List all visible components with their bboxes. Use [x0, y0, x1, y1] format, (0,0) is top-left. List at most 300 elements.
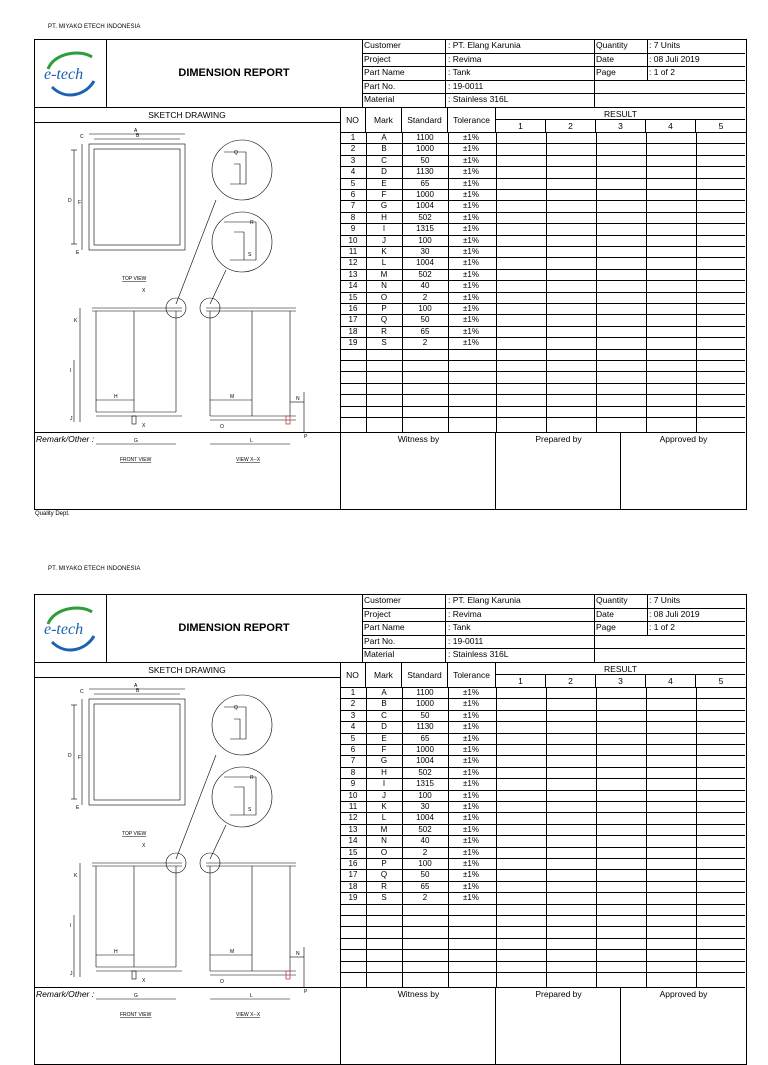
row-tolerance: ±1%: [463, 258, 479, 268]
row-no: 10: [348, 235, 358, 245]
row-standard: 40: [420, 281, 430, 291]
row-mark: F: [381, 745, 387, 754]
info-label: Part Name: [364, 622, 405, 633]
result-col-header: 3: [596, 675, 646, 688]
row-mark: M: [380, 824, 388, 834]
info-label: Quantity: [596, 40, 628, 50]
row-tolerance: ±1%: [463, 836, 479, 846]
grid-line: [546, 688, 547, 987]
row-mark: E: [381, 733, 387, 743]
row-no: 18: [348, 326, 358, 336]
row-standard: 1100: [416, 133, 434, 142]
svg-text:A: A: [134, 128, 138, 134]
row-tolerance: ±1%: [463, 745, 479, 754]
row-standard: 502: [418, 767, 432, 777]
row-tolerance: ±1%: [463, 688, 479, 697]
top-view-label: TOP VIEW: [122, 276, 147, 282]
row-mark: G: [380, 201, 388, 211]
grid-line: [402, 133, 403, 432]
row-no: 3: [350, 710, 356, 720]
table-row: [340, 361, 745, 372]
row-mark: D: [381, 167, 387, 177]
dimension-report-form: [34, 39, 747, 509]
row-standard: 50: [420, 315, 430, 325]
row-mark: E: [381, 178, 387, 188]
svg-text:F: F: [78, 755, 82, 761]
info-value: : Stainless 316L: [448, 94, 509, 105]
view-xx-label: VIEW X--X: [236, 457, 261, 463]
sketch-drawing-heading: SKETCH DRAWING: [34, 662, 341, 678]
row-mark: J: [382, 235, 386, 245]
row-no: 19: [348, 338, 358, 348]
row-tolerance: ±1%: [463, 167, 479, 177]
row-no: 17: [348, 315, 358, 325]
row-standard: 2: [422, 847, 428, 857]
svg-text:I: I: [70, 923, 72, 929]
info-value: : Tank: [448, 67, 471, 78]
row-no: 18: [348, 881, 358, 891]
svg-text:B: B: [136, 688, 140, 694]
grid-line: [366, 688, 367, 987]
info-row: [362, 53, 745, 68]
svg-text:S: S: [248, 252, 252, 258]
info-row: [362, 635, 745, 650]
info-label: Material: [364, 649, 395, 660]
info-label: Date: [596, 53, 614, 64]
row-tolerance: ±1%: [463, 790, 479, 800]
mark-header: Mark: [366, 107, 402, 133]
row-standard: 1000: [416, 745, 434, 754]
row-tolerance: ±1%: [463, 247, 479, 256]
row-tolerance: ±1%: [463, 315, 479, 325]
row-no: 8: [350, 212, 356, 222]
info-value: : Revima: [448, 608, 482, 619]
info-label: Part Name: [364, 67, 405, 78]
table-row: [340, 384, 745, 395]
row-standard: 1000: [416, 144, 434, 154]
row-mark: C: [381, 710, 387, 720]
info-value: : Tank: [448, 622, 471, 633]
row-mark: S: [381, 893, 387, 903]
table-row: [340, 893, 745, 904]
witness-box: [340, 433, 496, 509]
dimension-report-form: [34, 594, 747, 1064]
table-row: [340, 950, 745, 961]
row-tolerance: ±1%: [463, 235, 479, 245]
info-row: [362, 93, 745, 107]
prepared-label: Prepared by: [535, 989, 582, 999]
svg-text:R: R: [250, 775, 254, 781]
signature-section: [34, 432, 745, 509]
svg-text:O: O: [220, 979, 224, 985]
result-col-header: 1: [496, 120, 546, 133]
row-no: 12: [348, 813, 358, 823]
row-standard: 502: [418, 212, 432, 222]
etech-logo: [40, 47, 100, 99]
row-standard: 65: [420, 733, 430, 743]
row-mark: P: [381, 304, 387, 313]
grid-line: [402, 688, 403, 987]
row-mark: Q: [380, 315, 388, 325]
report-title: DIMENSION REPORT: [106, 594, 363, 662]
row-standard: 1000: [416, 190, 434, 199]
table-row: [340, 395, 745, 406]
table-row: [340, 407, 745, 418]
row-no: 9: [350, 224, 356, 234]
row-mark: M: [380, 269, 388, 279]
row-no: 11: [348, 247, 358, 256]
svg-text:A: A: [134, 683, 138, 689]
row-no: 10: [348, 790, 358, 800]
row-standard: 1315: [416, 224, 434, 234]
approved-box: [620, 433, 746, 509]
svg-text:O: O: [220, 424, 224, 430]
row-no: 14: [348, 836, 358, 846]
row-standard: 2: [422, 338, 428, 348]
row-mark: J: [382, 790, 386, 800]
report-title: DIMENSION REPORT: [106, 39, 363, 107]
prepared-label: Prepared by: [535, 434, 582, 444]
standard-header: Standard: [402, 662, 448, 688]
row-no: 11: [348, 802, 358, 811]
row-no: 8: [350, 767, 356, 777]
logo-cell: [34, 39, 107, 107]
svg-text:P: P: [304, 434, 308, 440]
table-row: [340, 905, 745, 916]
row-tolerance: ±1%: [463, 722, 479, 732]
remark-label: Remark/Other :: [36, 989, 95, 999]
row-tolerance: ±1%: [463, 779, 479, 789]
grid-line: [646, 688, 647, 987]
row-no: 16: [348, 859, 358, 868]
svg-text:E: E: [76, 805, 80, 811]
row-tolerance: ±1%: [463, 699, 479, 709]
result-col-header: 2: [546, 120, 596, 133]
row-tolerance: ±1%: [463, 813, 479, 823]
info-label: Material: [364, 94, 395, 105]
row-mark: N: [381, 836, 387, 846]
grid-line: [594, 39, 595, 107]
row-standard: 1130: [416, 722, 434, 732]
row-tolerance: ±1%: [463, 201, 479, 211]
info-value: : Stainless 316L: [448, 649, 509, 660]
row-no: 19: [348, 893, 358, 903]
grid-line: [445, 594, 446, 662]
row-mark: C: [381, 155, 387, 165]
company-name: PT. MIYAKO ETECH INDONESIA: [48, 566, 141, 572]
row-tolerance: ±1%: [463, 224, 479, 234]
info-grid: [362, 39, 745, 107]
row-standard: 30: [420, 802, 430, 811]
result-col-header: 4: [646, 675, 696, 688]
row-standard: 1004: [416, 756, 434, 766]
info-label: Customer: [364, 595, 401, 605]
grid-line: [596, 133, 597, 432]
prepared-box: [495, 433, 621, 509]
grid-line: [594, 594, 595, 662]
svg-text:G: G: [134, 993, 138, 999]
svg-text:J: J: [70, 416, 73, 422]
result-col-header: 5: [696, 675, 746, 688]
table-row: [340, 962, 745, 973]
sketch-drawing-heading: SKETCH DRAWING: [34, 107, 341, 123]
row-no: 15: [348, 292, 358, 302]
row-tolerance: ±1%: [463, 292, 479, 302]
row-no: 3: [350, 155, 356, 165]
row-no: 17: [348, 870, 358, 880]
row-no: 13: [348, 824, 358, 834]
info-row: [362, 608, 745, 623]
row-standard: 100: [418, 304, 432, 313]
info-value: : 1 of 2: [649, 622, 675, 633]
row-mark: N: [381, 281, 387, 291]
svg-text:P: P: [304, 989, 308, 995]
info-value: : 7 Units: [649, 595, 681, 605]
logo-cell: [34, 594, 107, 662]
section-marker: X: [142, 843, 146, 849]
row-standard: 50: [420, 155, 430, 165]
info-label: Part No.: [364, 635, 396, 646]
svg-text:Q: Q: [234, 150, 238, 156]
row-standard: 65: [420, 326, 430, 336]
row-tolerance: ±1%: [463, 767, 479, 777]
info-row: [362, 648, 745, 662]
row-no: 9: [350, 779, 356, 789]
row-no: 14: [348, 281, 358, 291]
row-standard: 100: [418, 790, 432, 800]
svg-text:N: N: [296, 951, 300, 957]
row-no: 6: [350, 190, 356, 199]
row-tolerance: ±1%: [463, 212, 479, 222]
row-standard: 50: [420, 870, 430, 880]
svg-text:C: C: [80, 689, 84, 695]
row-tolerance: ±1%: [463, 281, 479, 291]
row-no: 5: [350, 733, 356, 743]
row-tolerance: ±1%: [463, 756, 479, 766]
view-xx-label: VIEW X--X: [236, 1012, 261, 1018]
grid-line: [448, 133, 449, 432]
row-no: 4: [350, 722, 356, 732]
info-label: Date: [596, 608, 614, 619]
row-mark: O: [380, 847, 388, 857]
row-standard: 65: [420, 178, 430, 188]
no-header: NO: [340, 662, 366, 688]
result-header: RESULT: [496, 107, 745, 120]
row-tolerance: ±1%: [463, 190, 479, 199]
row-tolerance: ±1%: [463, 710, 479, 720]
row-standard: 50: [420, 710, 430, 720]
top-view-label: TOP VIEW: [122, 831, 147, 837]
row-tolerance: ±1%: [463, 893, 479, 903]
info-value: : 08 Juli 2019: [649, 608, 700, 619]
grid-line: [696, 133, 697, 432]
approved-label: Approved by: [659, 989, 708, 999]
row-mark: G: [380, 756, 388, 766]
svg-text:H: H: [114, 394, 118, 400]
approved-label: Approved by: [659, 434, 708, 444]
remark-label: Remark/Other :: [36, 434, 95, 444]
row-mark: L: [381, 813, 387, 823]
row-tolerance: ±1%: [463, 133, 479, 142]
row-tolerance: ±1%: [463, 155, 479, 165]
row-mark: H: [381, 767, 387, 777]
row-standard: 1315: [416, 779, 434, 789]
result-col-header: 2: [546, 675, 596, 688]
result-col-header: 4: [646, 120, 696, 133]
signature-section: [34, 987, 745, 1064]
tolerance-header: Tolerance: [448, 662, 496, 688]
svg-text:Q: Q: [234, 705, 238, 711]
row-mark: K: [381, 802, 387, 811]
info-value: : 19-0011: [448, 635, 484, 646]
info-value: : Revima: [448, 53, 482, 64]
front-view-label: FRONT VIEW: [120, 1012, 152, 1018]
info-value: : PT. Elang Karunia: [448, 595, 521, 605]
row-tolerance: ±1%: [463, 144, 479, 154]
result-col-header: 1: [496, 675, 546, 688]
witness-label: Witness by: [397, 434, 440, 444]
svg-text:N: N: [296, 396, 300, 402]
row-no: 12: [348, 258, 358, 268]
info-value: : 1 of 2: [649, 67, 675, 78]
logo-text: e-tech: [44, 66, 84, 83]
info-label: Project: [364, 53, 391, 64]
row-mark: S: [381, 338, 387, 348]
svg-text:D: D: [68, 198, 72, 204]
svg-text:I: I: [70, 368, 72, 374]
row-no: 7: [350, 201, 356, 211]
row-mark: A: [381, 133, 387, 142]
svg-text:K: K: [74, 873, 78, 879]
svg-text:B: B: [136, 133, 140, 139]
row-tolerance: ±1%: [463, 178, 479, 188]
svg-text:M: M: [230, 394, 235, 400]
row-no: 13: [348, 269, 358, 279]
grid-line: [646, 133, 647, 432]
row-mark: O: [380, 292, 388, 302]
row-standard: 30: [420, 247, 430, 256]
svg-text:H: H: [114, 949, 118, 955]
row-tolerance: ±1%: [463, 733, 479, 743]
row-tolerance: ±1%: [463, 847, 479, 857]
row-no: 16: [348, 304, 358, 313]
grid-line: [496, 133, 497, 432]
svg-text:D: D: [68, 753, 72, 759]
svg-text:G: G: [134, 438, 138, 444]
row-mark: P: [381, 859, 387, 868]
info-label: Part No.: [364, 80, 396, 91]
grid-line: [448, 688, 449, 987]
row-standard: 2: [422, 292, 428, 302]
info-grid: [362, 594, 745, 662]
row-no: 7: [350, 756, 356, 766]
info-label: Quantity: [596, 595, 628, 605]
mark-header: Mark: [366, 662, 402, 688]
info-value: : 7 Units: [649, 40, 681, 50]
tolerance-header: Tolerance: [448, 107, 496, 133]
svg-text:M: M: [230, 949, 235, 955]
row-no: 6: [350, 745, 356, 754]
row-mark: Q: [380, 870, 388, 880]
row-mark: L: [381, 258, 387, 268]
table-row: [340, 939, 745, 950]
row-tolerance: ±1%: [463, 881, 479, 891]
result-header: RESULT: [496, 662, 745, 675]
row-standard: 1100: [416, 688, 434, 697]
row-mark: R: [381, 326, 387, 336]
no-header: NO: [340, 107, 366, 133]
prepared-box: [495, 988, 621, 1064]
section-marker: X: [142, 288, 146, 294]
info-row: [362, 66, 745, 81]
info-label: Page: [596, 67, 616, 78]
row-standard: 1004: [416, 258, 434, 268]
row-standard: 100: [418, 859, 432, 868]
etech-logo: [40, 602, 100, 654]
info-label: Customer: [364, 40, 401, 50]
info-row: [362, 39, 745, 54]
table-row: [340, 350, 745, 361]
row-standard: 2: [422, 893, 428, 903]
logo-text: e-tech: [44, 621, 84, 638]
row-tolerance: ±1%: [463, 269, 479, 279]
row-mark: F: [381, 190, 387, 199]
row-no: 4: [350, 167, 356, 177]
table-row: [340, 927, 745, 938]
row-mark: A: [381, 688, 387, 697]
row-standard: 502: [418, 824, 432, 834]
grid-line: [546, 133, 547, 432]
standard-header: Standard: [402, 107, 448, 133]
grid-line: [445, 39, 446, 107]
grid-line: [596, 688, 597, 987]
grid-line: [496, 688, 497, 987]
svg-text:E: E: [76, 250, 80, 256]
grid-line: [647, 39, 648, 80]
info-value: : 19-0011: [448, 80, 484, 91]
row-no: 15: [348, 847, 358, 857]
row-mark: D: [381, 722, 387, 732]
info-label: Page: [596, 622, 616, 633]
witness-box: [340, 988, 496, 1064]
row-no: 1: [350, 133, 356, 142]
row-standard: 40: [420, 836, 430, 846]
row-mark: B: [381, 144, 387, 154]
grid-line: [366, 133, 367, 432]
svg-text:F: F: [78, 200, 82, 206]
svg-text:K: K: [74, 318, 78, 324]
row-standard: 100: [418, 235, 432, 245]
row-tolerance: ±1%: [463, 824, 479, 834]
row-no: 5: [350, 178, 356, 188]
svg-text:S: S: [248, 807, 252, 813]
table-row: [340, 372, 745, 383]
grid-line: [696, 688, 697, 987]
row-standard: 65: [420, 881, 430, 891]
row-mark: I: [382, 224, 386, 234]
info-value: : 08 Juli 2019: [649, 53, 700, 64]
row-standard: 1000: [416, 699, 434, 709]
table-row: [340, 338, 745, 349]
row-no: 1: [350, 688, 356, 697]
row-standard: 1130: [416, 167, 434, 177]
row-mark: I: [382, 779, 386, 789]
row-standard: 1004: [416, 813, 434, 823]
section-marker: X: [142, 423, 146, 429]
svg-text:C: C: [80, 134, 84, 140]
info-row: [362, 594, 745, 609]
row-tolerance: ±1%: [463, 338, 479, 348]
